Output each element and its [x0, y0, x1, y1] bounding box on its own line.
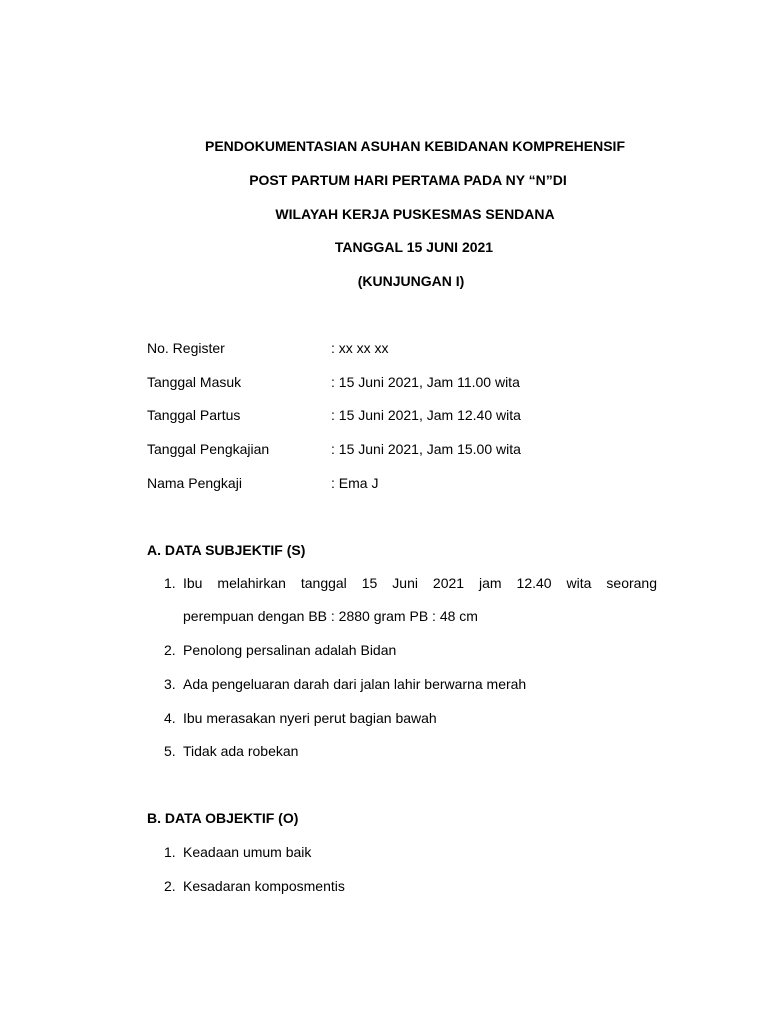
- list-number: 4.: [164, 710, 176, 726]
- word: 15: [361, 575, 378, 591]
- list-number: 2.: [164, 878, 176, 894]
- info-label: No. Register: [147, 340, 225, 356]
- document-title-line-1: PENDOKUMENTASIAN ASUHAN KEBIDANAN KOMPREHENSIF: [204, 138, 625, 154]
- document-title-line-4: TANGGAL 15 JUNI 2021: [334, 239, 494, 255]
- list-number: 1.: [164, 844, 176, 860]
- section-a-heading: A. DATA SUBJEKTIF (S): [147, 542, 306, 558]
- word: Juni: [392, 575, 418, 591]
- list-text: Ada pengeluaran darah dari jalan lahir berwarna merah: [183, 676, 527, 692]
- word: wita: [566, 575, 592, 591]
- info-value: : xx xx xx: [331, 340, 389, 356]
- document-title-line-2: POST PARTUM HARI PERTAMA PADA NY “N”DI: [249, 172, 567, 188]
- list-number: 3.: [164, 676, 176, 692]
- list-text: Keadaan umum baik: [183, 844, 312, 860]
- info-label: Nama Pengkaji: [147, 475, 242, 491]
- list-text: Ibu merasakan nyeri perut bagian bawah: [183, 710, 437, 726]
- list-item-a1-line1: [183, 574, 657, 592]
- word: jam: [479, 575, 502, 591]
- section-b-heading: B. DATA OBJEKTIF (O): [147, 810, 299, 826]
- list-item-a1-line2: perempuan dengan BB : 2880 gram PB : 48 cm: [183, 608, 478, 624]
- list-number: 5.: [164, 743, 176, 759]
- list-number: 1.: [164, 575, 176, 591]
- word: 12.40: [516, 575, 552, 591]
- word: seorang: [606, 575, 657, 591]
- word: Ibu: [183, 575, 203, 591]
- document-title-line-5: (KUNJUNGAN I): [357, 273, 465, 289]
- info-label: Tanggal Partus: [147, 407, 241, 423]
- document-title-line-3: WILAYAH KERJA PUSKESMAS SENDANA: [275, 206, 555, 222]
- list-text: Kesadaran komposmentis: [183, 878, 345, 894]
- list-number: 2.: [164, 642, 176, 658]
- info-label: Tanggal Masuk: [147, 374, 242, 390]
- info-value: : 15 Juni 2021, Jam 15.00 wita: [331, 441, 521, 457]
- info-label: Tanggal Pengkajian: [147, 441, 270, 457]
- info-value: : 15 Juni 2021, Jam 12.40 wita: [331, 407, 521, 423]
- word: melahirkan: [217, 575, 286, 591]
- word: 2021: [432, 575, 465, 591]
- list-text: Penolong persalinan adalah Bidan: [183, 642, 397, 658]
- info-value: : Ema J: [331, 475, 379, 491]
- word: tanggal: [300, 575, 347, 591]
- info-value: : 15 Juni 2021, Jam 11.00 wita: [331, 374, 520, 390]
- list-text: Tidak ada robekan: [183, 743, 299, 759]
